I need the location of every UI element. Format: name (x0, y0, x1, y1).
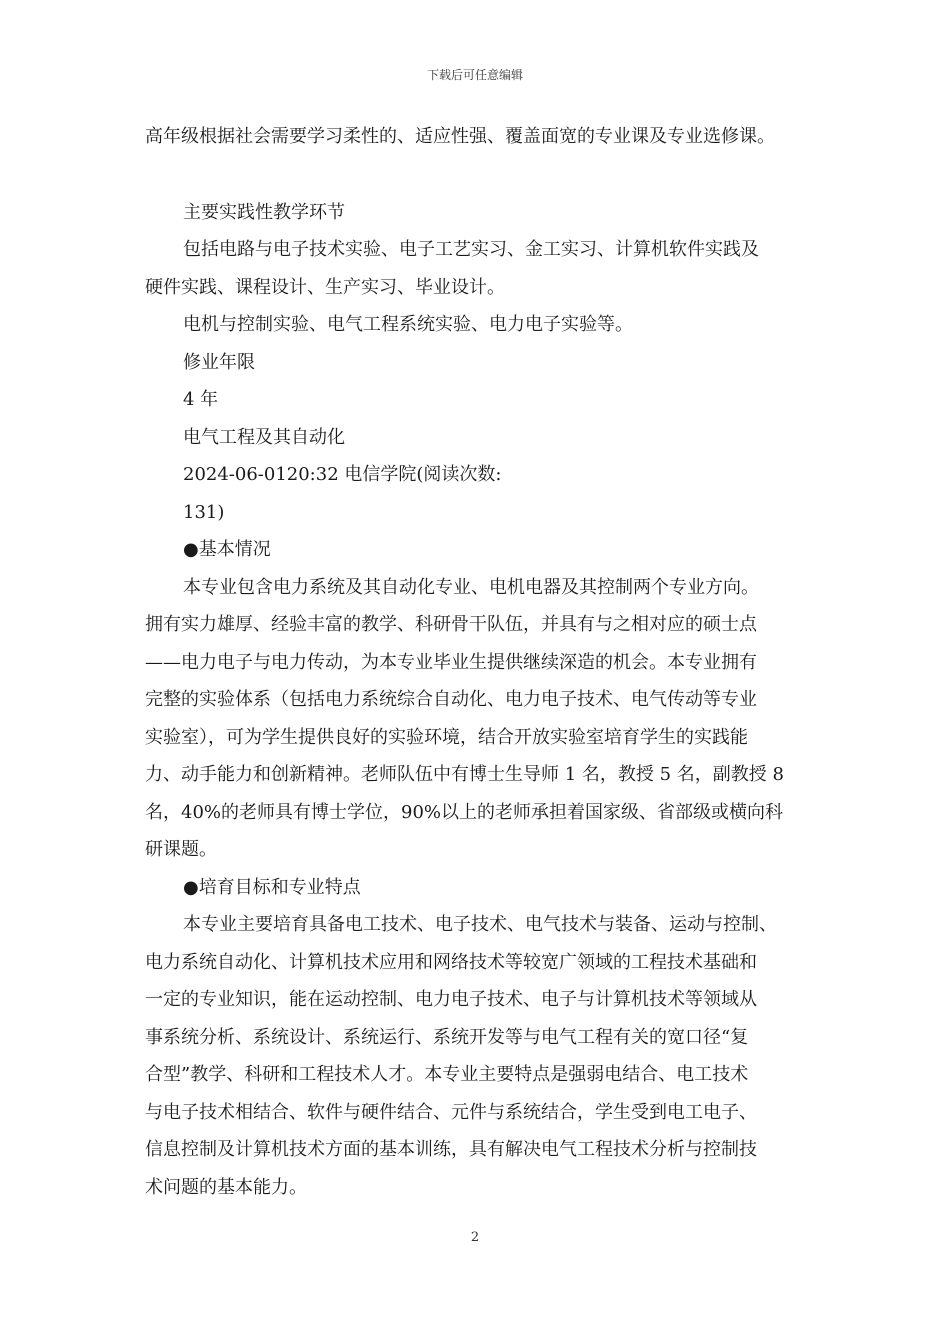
page-header: 下载后可任意编辑 (426, 68, 523, 82)
goals-line: 一定的专业知识，能在运动控制、电力电子技术、电子与计算机技术等领域从 (145, 989, 757, 1010)
document-body (145, 118, 815, 1206)
practice-text-line: 电机与控制实验、电气工程系统实验、电力电子实验等。 (183, 314, 633, 335)
goals-line: 本专业主要培育具备电工技术、电子技术、电气技术与装备、运动与控制、 (183, 914, 777, 935)
goals-line: 术问题的基本能力。 (145, 1176, 307, 1198)
paragraph-gap (145, 156, 815, 194)
basic-info-heading: ●基本情况 (183, 539, 271, 560)
basic-info-line: 本专业包含电力系统及其自动化专业、电机电器及其控制两个专业方向。 (183, 576, 759, 598)
basic-info-line: 实验室），可为学生提供良好的实验环境，结合开放实验室培育学生的实践能 (145, 726, 748, 748)
article-meta: 131) (183, 501, 225, 523)
duration-heading: 修业年限 (183, 351, 255, 373)
goals-line: 信息控制及计算机技术方面的基本训练，具有解决电气工程技术分析与控制技 (145, 1139, 757, 1160)
basic-info-line: 研课题。 (145, 839, 217, 860)
goals-line: 合型”教学、科研和工程技术人才。本专业主要特点是强弱电结合、电工技术 (145, 1064, 749, 1085)
practice-text-line: 包括电路与电子技术实验、电子工艺实习、金工实习、计算机软件实践及 (183, 239, 759, 260)
practice-text-line: 硬件实践、课程设计、生产实习、毕业设计。 (145, 276, 505, 298)
goals-line: 电力系统自动化、计算机技术应用和网络技术等较宽广领域的工程技术基础和 (145, 951, 757, 973)
major-title: 电气工程及其自动化 (183, 426, 345, 448)
practice-heading: 主要实践性教学环节 (183, 201, 345, 223)
basic-info-line: 完整的实验体系（包括电力系统综合自动化、电力电子技术、电气传动等专业 (145, 689, 757, 710)
page-number: 2 (470, 1230, 480, 1245)
article-meta: 2024-06-0120:32 电信学院(阅读次数: (183, 464, 502, 485)
goals-line: 与电子技术相结合、软件与硬件结合、元件与系统结合，学生受到电工电子、 (145, 1101, 757, 1123)
basic-info-line: 名，40%的老师具有博士学位，90%以上的老师承担着国家级、省部级或横向科 (145, 801, 784, 823)
goals-heading: ●培育目标和专业特点 (183, 876, 361, 898)
goals-line: 事系统分析、系统设计、系统运行、系统开发等与电气工程有关的宽口径“复 (145, 1026, 749, 1048)
basic-info-line: 力、动手能力和创新精神。老师队伍中有博士生导师 1 名，教授 5 名，副教授 8 (145, 764, 784, 785)
duration-value: 4 年 (183, 389, 219, 410)
basic-info-line: ——电力电子与电力传动，为本专业毕业生提供继续深造的机会。本专业拥有 (145, 651, 757, 673)
basic-info-line: 拥有实力雄厚、经验丰富的教学、科研骨干队伍，并具有与之相对应的硕士点 (145, 614, 757, 635)
intro-paragraph: 高年级根据社会需要学习柔性的、适应性强、覆盖面宽的专业课及专业选修课。 (145, 126, 775, 147)
